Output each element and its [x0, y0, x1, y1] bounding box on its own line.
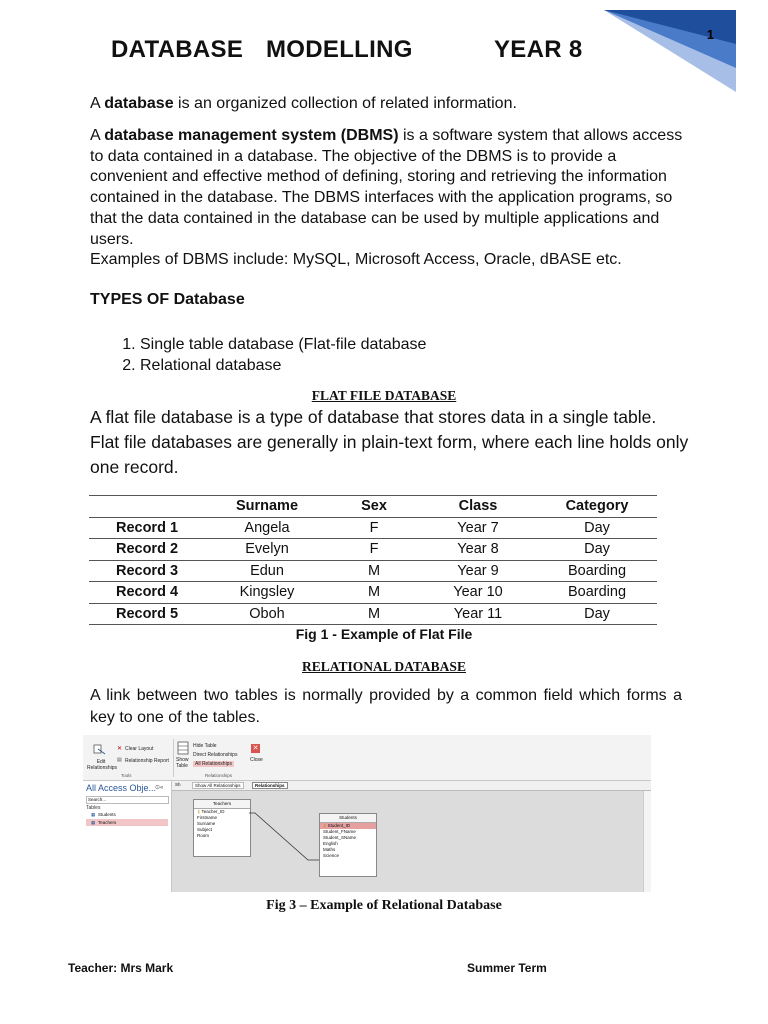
- clear-layout-button[interactable]: Clear Layout: [125, 746, 154, 752]
- intro-paragraph-1: A database is an organized collection of related information.: [90, 95, 517, 112]
- field-english: English: [323, 841, 338, 846]
- types-heading: TYPES OF Database: [90, 291, 245, 308]
- search-input[interactable]: Search...: [86, 796, 169, 804]
- nav-item-teachers[interactable]: Teachers: [98, 820, 117, 825]
- table-cell: Year 8: [419, 539, 537, 561]
- table-cell: Kingsley: [205, 582, 329, 604]
- corner-decoration: [604, 10, 736, 92]
- close-button[interactable]: Close: [250, 757, 263, 763]
- field-maths: Maths: [323, 847, 336, 852]
- table-cell: Year 7: [419, 517, 537, 539]
- relational-paragraph: A link between two tables is normally provided by a common field which forms a key to one of the tables.: [90, 687, 682, 726]
- relationship-report-button[interactable]: Relationship Report: [125, 758, 169, 764]
- list-item: 2. Relational database: [140, 355, 426, 376]
- table-cell: Day: [537, 539, 657, 561]
- table-row: [89, 582, 657, 604]
- record-label: Record 3: [89, 560, 205, 582]
- table-cell: F: [329, 517, 419, 539]
- list-item: 1. Single table database (Flat-file database: [140, 334, 426, 355]
- nav-section-tables[interactable]: Tables: [86, 805, 101, 811]
- record-label: Record 1: [89, 517, 205, 539]
- field-student-sname: Student_SName: [323, 835, 357, 840]
- intro-paragraph-2: A database management system (DBMS) is a software system that allows access to data contained in a database. The objective of the DBMS is to provide a convenient and effective method of defining, storing and retrieving the information contained in the database. The DBMS interfaces with the application programs, so that the data contained in the database can be used by multiple applications and users.: [90, 127, 683, 248]
- record-label: Record 5: [89, 603, 205, 625]
- flat-file-table: [89, 495, 657, 625]
- table-cell: Boarding: [537, 582, 657, 604]
- nav-item-students[interactable]: Students: [98, 812, 116, 817]
- key-icon: ⚷: [323, 823, 327, 828]
- tab-sh[interactable]: Sh: [175, 782, 181, 787]
- record-label: Record 2: [89, 539, 205, 561]
- column-header: Category: [537, 496, 657, 518]
- column-header: Surname: [205, 496, 329, 518]
- table-icon: ▦: [91, 820, 96, 825]
- title-modelling: MODELLING: [266, 36, 413, 63]
- table-row: [89, 517, 657, 539]
- clear-layout-icon: ✕: [117, 746, 123, 752]
- fig1-caption: Fig 1 - Example of Flat File: [295, 626, 473, 642]
- field-firstname: Firstname: [197, 815, 218, 820]
- flat-file-paragraph: A flat file database is a type of database that stores data in a single table. Flat file databases are generally in plain-text form, where each line holds only one record.: [90, 407, 689, 477]
- close-icon: ✕: [252, 745, 259, 752]
- tab-relationships[interactable]: Relationships: [252, 782, 288, 789]
- table-cell: Year 11: [419, 603, 537, 625]
- field-room: Room: [197, 833, 210, 838]
- flat-file-heading: FLAT FILE DATABASE: [311, 388, 457, 403]
- table-cell: M: [329, 560, 419, 582]
- table-cell: Edun: [205, 560, 329, 582]
- column-header: Class: [419, 496, 537, 518]
- field-surname: Surname: [197, 821, 216, 826]
- relational-heading: RELATIONAL DATABASE: [302, 659, 466, 674]
- table-icon: ▦: [91, 812, 96, 817]
- table-cell: Oboh: [205, 603, 329, 625]
- field-science: Science: [323, 853, 340, 858]
- record-label: Record 4: [89, 582, 205, 604]
- table-row: [89, 539, 657, 561]
- page-number: 1: [706, 27, 714, 42]
- table-cell: Angela: [205, 517, 329, 539]
- tools-group-label: Tools: [121, 773, 132, 778]
- table-cell: M: [329, 603, 419, 625]
- title-database: DATABASE: [111, 36, 244, 63]
- fig3-caption: Fig 3 – Example of Relational Database: [266, 898, 502, 913]
- teachers-table-title: Teachers: [194, 800, 250, 809]
- table-cell: M: [329, 582, 419, 604]
- column-header: [89, 496, 205, 518]
- field-teacher-id: ⚷ Teacher_ID: [197, 809, 225, 814]
- edit-relationships-button[interactable]: Edit Relationships: [87, 759, 118, 771]
- tab-show-all-relationships[interactable]: Show All Relationships: [192, 782, 244, 789]
- types-list: [100, 334, 426, 376]
- nav-title[interactable]: All Access Obje...: [86, 783, 157, 793]
- students-table-box[interactable]: [319, 813, 377, 877]
- table-cell: Day: [537, 603, 657, 625]
- table-cell: Boarding: [537, 560, 657, 582]
- chevron-down-icon[interactable]: ⊙«: [155, 785, 164, 791]
- relationships-screenshot: [83, 735, 651, 892]
- footer-teacher: Teacher: Mrs Mark: [68, 961, 174, 975]
- field-student-id: ⚷ Student_ID: [320, 823, 376, 829]
- table-cell: Year 10: [419, 582, 537, 604]
- key-icon: ⚷: [197, 809, 201, 814]
- column-header: Sex: [329, 496, 419, 518]
- field-subject: Subject: [197, 827, 213, 832]
- students-table-title: Students: [320, 814, 376, 823]
- table-cell: Year 9: [419, 560, 537, 582]
- report-icon: ▤: [117, 757, 122, 763]
- table-header-row: [89, 496, 657, 518]
- all-relationships-button[interactable]: All Relationships: [195, 761, 232, 767]
- intro-paragraph-3: Examples of DBMS include: MySQL, Microsoft Access, Oracle, dBASE etc.: [90, 251, 622, 268]
- table-row: [89, 603, 657, 625]
- table-cell: F: [329, 539, 419, 561]
- table-cell: Day: [537, 517, 657, 539]
- relationships-group-label: Relationships: [205, 773, 233, 778]
- title-year: YEAR 8: [494, 36, 583, 63]
- table-cell: Evelyn: [205, 539, 329, 561]
- show-table-button[interactable]: Show Table: [176, 757, 189, 769]
- table-row: [89, 560, 657, 582]
- field-student-fname: Student_FName: [323, 829, 356, 834]
- direct-relationships-button[interactable]: Direct Relationships: [193, 752, 238, 758]
- hide-table-button[interactable]: Hide Table: [193, 743, 217, 749]
- footer-term: Summer Term: [467, 961, 547, 975]
